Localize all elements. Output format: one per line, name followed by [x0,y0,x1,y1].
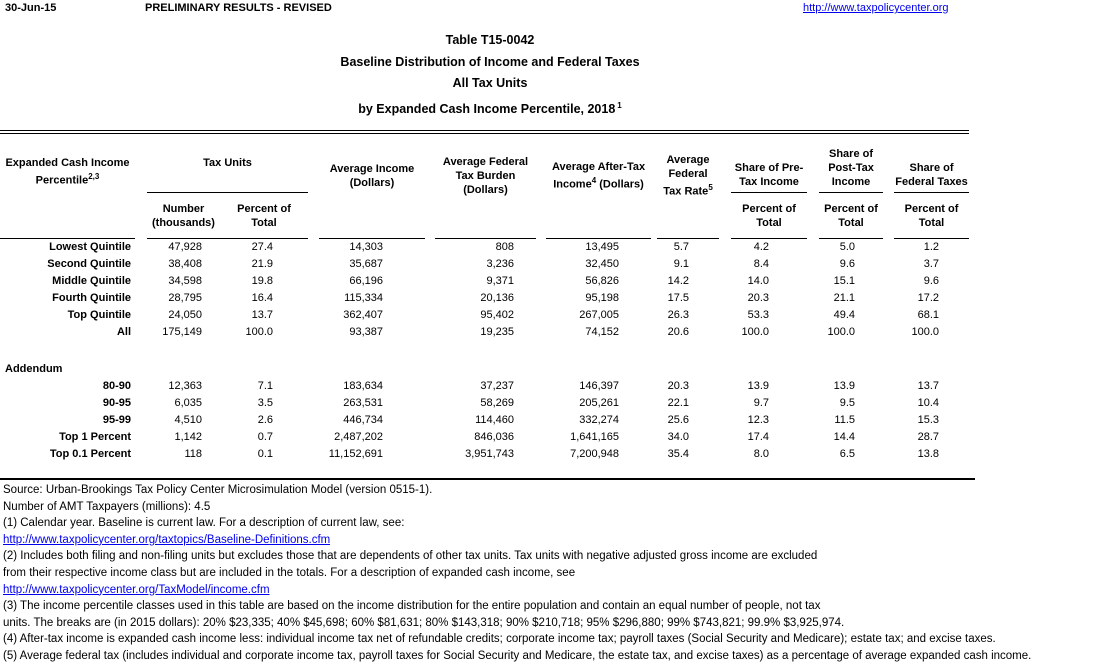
value-cell: 5.0 [839,240,856,253]
value-cell: 15.3 [917,413,940,426]
value-cell: 115,334 [344,291,384,304]
value-cell: 95,402 [480,308,515,321]
spacer-cell [536,256,546,273]
spacer-cell [719,256,731,273]
spacer-cell [883,256,894,273]
spacer-cell [135,395,147,412]
spacer-cell [807,412,819,429]
col-header-post-tax-percent-of-total: Percent of Total [819,192,883,238]
table-bottom-rule [0,478,975,480]
value-cell: 13.9 [747,379,770,392]
col-header-federal-taxes-percent-of-total: Percent of Total [894,192,969,238]
spacer-cell [883,290,894,307]
value-cell: 13.9 [833,379,856,392]
value-cell: 12,363 [168,379,202,392]
footnote-line: units. The breaks are (in 2015 dollars): 20% $23,335; 40% $45,698; 60% $81,631; 80% $143,318; 90% $210,718; 95% $296,880; 99% $743,821; 99.9% $3,925,974. [3,616,845,629]
spacer-cell [807,134,819,238]
spacer-cell [883,134,894,238]
row-label: Top 0.1 Percent [49,447,131,460]
title-main: Baseline Distribution of Income and Federal Taxes [340,54,640,69]
value-cell: 47,928 [168,240,202,253]
value-cell: 446,734 [343,413,384,426]
spacer-cell [536,446,546,463]
footnote-line: from their respective income class but are included in the totals. For a description of expanded cash income, see [3,566,576,579]
row-label: 80-90 [102,379,131,392]
value-cell: 362,407 [343,308,384,321]
spacer-cell [308,429,319,446]
spacer-cell [425,412,435,429]
value-cell: 13.7 [917,379,940,392]
value-cell: 175,149 [162,325,202,338]
tax-rate-footnote-marker: 5 [708,182,713,192]
value-cell: 17.5 [667,291,690,304]
value-cell: 14.0 [747,274,770,287]
col-header-percent-of-total: Percent of Total [220,192,308,238]
spacer-cell [719,378,731,395]
value-cell: 28,795 [168,291,202,304]
value-cell: 58,269 [480,396,515,409]
col-header-percentile: Expanded Cash Income Percentile$^{2,3}$ [0,134,135,238]
table-container [0,130,969,463]
table-row [0,324,969,341]
value-cell: 17.4 [747,430,770,443]
spacer-cell [308,290,319,307]
row-label: 90-95 [102,396,131,409]
spacer-cell [807,378,819,395]
table-row [0,378,969,395]
spacer-cell [308,134,319,238]
value-cell: 5.7 [673,240,690,253]
spacer-cell [807,446,819,463]
value-cell: 32,450 [585,257,620,270]
value-cell: 4.2 [753,240,770,253]
value-cell: 14.4 [833,430,856,443]
addendum-label: Addendum [5,362,63,375]
value-cell: 267,005 [579,308,620,321]
footnote-line: (1) Calendar year. Baseline is current law. For a description of current law, see: [3,517,405,530]
value-cell: 6,035 [174,396,202,409]
value-cell: 34,598 [168,274,202,287]
value-cell: 95,198 [585,291,620,304]
value-cell: 13.7 [251,308,274,321]
spacer-cell [807,238,819,256]
spacer-cell [719,324,731,341]
value-cell: 4,510 [174,413,202,426]
footnote-line: (3) The income percentile classes used in this table are based on the income distribution for the entire population and contain an equal number of people, not tax [3,600,821,613]
section-gap [0,341,969,361]
value-cell: 8.0 [753,447,770,460]
value-cell: 100.0 [741,325,770,338]
value-cell: 20.3 [747,291,770,304]
value-cell: 10.4 [917,396,940,409]
value-cell: 16.4 [251,291,274,304]
footnote-link[interactable]: http://www.taxpolicycenter.org/TaxModel/income.cfm [3,583,270,596]
value-cell: 21.1 [833,291,856,304]
spacer-cell [883,412,894,429]
spacer-cell [883,446,894,463]
value-cell: 11,152,691 [328,447,384,460]
after-tax-footnote-marker: 4 [591,175,597,185]
footnote-link[interactable]: http://www.taxpolicycenter.org/taxtopics/Baseline-Definitions.cfm [3,533,331,546]
spacer-cell [807,290,819,307]
row-label: Top 1 Percent [59,430,131,443]
spacer-cell [135,256,147,273]
title-byline: by Expanded Cash Income Percentile, 2018 $^1$ [358,100,622,116]
table-row [0,238,969,256]
value-cell: 14,303 [349,240,384,253]
value-cell: 35.4 [667,447,690,460]
value-cell: 3.7 [923,257,940,270]
value-cell: 19.8 [251,274,274,287]
table-row [0,446,969,463]
title-subtitle: All Tax Units [452,76,528,90]
spacer-cell [425,429,435,446]
value-cell: 22.1 [667,396,690,409]
title-block [0,30,980,120]
col-header-pre-tax-percent-of-total: Percent of Total [731,192,807,238]
value-cell: 24,050 [168,308,202,321]
spacer-cell [536,429,546,446]
spacer-cell [883,238,894,256]
spacer-cell [719,395,731,412]
table-row [0,273,969,290]
col-header-number-thousands: Number (thousands) [147,192,220,238]
value-cell: 15.1 [833,274,856,287]
spacer-cell [308,324,319,341]
row-label: Middle Quintile [52,274,131,287]
spacer-cell [308,378,319,395]
value-cell: 114,460 [475,413,515,426]
spacer-cell [883,429,894,446]
value-cell: 8.4 [753,257,770,270]
footnote-line: (5) Average federal tax (includes individual and corporate income tax, payroll taxes for Social Security and Medicare, the estate tax, and excise taxes) as a percentage of average expanded cash income. [3,649,1032,662]
spacer-cell [135,307,147,324]
value-cell: 9.5 [839,396,856,409]
spacer-cell [536,307,546,324]
value-cell: 9,371 [486,274,515,287]
spacer-cell [719,134,731,238]
value-cell: 66,196 [349,274,384,287]
spacer-cell [807,429,819,446]
spacer-cell [135,134,147,238]
spacer-cell [536,324,546,341]
spacer-cell [135,238,147,256]
value-cell: 14.2 [667,274,690,287]
footnote-line: (4) After-tax income is expanded cash income less: individual income tax net of refundable credits; corporate income tax; payroll taxes (Social Security and Medicare); estate tax; and excise taxes. [3,633,996,646]
spacer-cell [425,324,435,341]
spacer-cell [719,412,731,429]
spacer-cell [536,412,546,429]
report-date: 30-Jun-15 [5,2,57,14]
col-group-tax-units: Tax Units [147,134,308,192]
spacer-cell [807,273,819,290]
spacer-cell [425,290,435,307]
row-label: Second Quintile [47,257,131,270]
value-cell: 13,495 [585,240,620,253]
value-cell: 26.3 [667,308,690,321]
col-header-share-post-tax-income: Share of Post-Tax Income [819,134,883,192]
value-cell: 1,142 [174,430,202,443]
value-cell: 0.7 [257,430,274,443]
value-cell: 12.3 [747,413,770,426]
value-cell: 9.6 [923,274,940,287]
spacer-cell [308,256,319,273]
table-body [0,238,969,463]
value-cell: 34.0 [667,430,690,443]
value-cell: 20,136 [480,291,515,304]
spacer-cell [425,378,435,395]
spacer-cell [536,134,546,238]
table-number: Table T15-0042 [445,33,535,47]
percentile-footnote-marker: 2,3 [88,171,100,181]
data-table [0,134,969,463]
value-cell: 332,274 [579,413,620,426]
footnote-line: Source: Urban-Brookings Tax Policy Center Microsimulation Model (version 0515-1). [3,484,433,496]
value-cell: 9.7 [753,396,770,409]
value-cell: 68.1 [917,308,940,321]
spacer-cell [883,273,894,290]
value-cell: 53.3 [747,308,770,321]
value-cell: 56,826 [585,274,620,287]
spacer-cell [719,290,731,307]
value-cell: 21.9 [251,257,274,270]
spacer-cell [536,273,546,290]
value-cell: 9.6 [839,257,856,270]
value-cell: 3,236 [486,257,515,270]
spacer-cell [425,256,435,273]
value-cell: 27.4 [251,240,274,253]
spacer-cell [883,378,894,395]
spacer-cell [135,446,147,463]
spacer-cell [135,324,147,341]
value-cell: 37,237 [480,379,515,392]
row-label: Lowest Quintile [49,240,131,253]
spacer-cell [807,324,819,341]
spacer-cell [807,307,819,324]
table-row [0,290,969,307]
title-footnote-marker: 1 [617,100,622,110]
spacer-cell [807,256,819,273]
value-cell: 100.0 [245,325,274,338]
spacer-cell [883,395,894,412]
spacer-cell [719,273,731,290]
footnote-line: Number of AMT Taxpayers (millions): 4.5 [3,500,211,513]
value-cell: 9.1 [673,257,690,270]
col-header-average-income: Average Income (Dollars) [319,134,425,238]
spacer-cell [425,273,435,290]
spacer-cell [883,324,894,341]
status-label: PRELIMINARY RESULTS - REVISED [145,2,332,14]
value-cell: 100.0 [911,325,940,338]
spacer-cell [135,273,147,290]
spacer-cell [719,238,731,256]
spacer-cell [425,395,435,412]
value-cell: 205,261 [579,396,620,409]
table-row [0,429,969,446]
col-header-share-pre-tax-income: Share of Pre-Tax Income [731,134,807,192]
spacer-cell [135,429,147,446]
table-row [0,256,969,273]
row-label: Fourth Quintile [52,291,131,304]
spacer-cell [308,395,319,412]
value-cell: 118 [184,447,202,460]
value-cell: 183,634 [343,379,384,392]
spacer-cell [536,395,546,412]
spacer-cell [425,307,435,324]
col-header-average-federal-tax-rate: Average Federal Tax Rate$^5$ [657,134,719,238]
spacer-cell [308,307,319,324]
value-cell: 19,235 [480,325,515,338]
addendum-label-row [0,361,969,378]
spacer-cell [425,238,435,256]
footnotes [3,482,1112,665]
spacer-cell [719,307,731,324]
value-cell: 13.8 [917,447,940,460]
spacer-cell [308,412,319,429]
value-cell: 35,687 [349,257,384,270]
value-cell: 846,036 [474,430,515,443]
spacer-cell [308,273,319,290]
col-header-average-after-tax-income: Average After-Tax Income$^4$ (Dollars) [546,134,651,238]
value-cell: 17.2 [917,291,940,304]
spacer-cell [425,446,435,463]
value-cell: 1.2 [923,240,940,253]
spacer-cell [719,429,731,446]
spacer-cell [135,290,147,307]
value-cell: 7.1 [257,379,274,392]
value-cell: 3,951,743 [465,447,515,460]
value-cell: 11.5 [834,413,856,426]
value-cell: 49.4 [833,308,856,321]
value-cell: 3.5 [257,396,274,409]
row-label: Top Quintile [67,308,131,321]
spacer-cell [807,395,819,412]
section-gap-row [0,341,969,361]
spacer-cell [719,446,731,463]
footnote-line: (2) Includes both filing and non-filing units but excludes those that are dependents of other tax units. Tax units with negative adjusted gross income are excluded [3,550,818,563]
row-label: 95-99 [102,413,131,426]
value-cell: 0.1 [257,447,274,460]
value-cell: 146,397 [579,379,620,392]
col-header-share-federal-taxes: Share of Federal Taxes [894,134,969,192]
spacer-cell [536,238,546,256]
value-cell: 2.6 [257,413,274,426]
value-cell: 100.0 [827,325,856,338]
spacer-cell [883,307,894,324]
value-cell: 20.6 [667,325,690,338]
spacer-cell [308,446,319,463]
value-cell: 25.6 [667,413,690,426]
table-row [0,412,969,429]
table-row [0,307,969,324]
value-cell: 6.5 [839,447,856,460]
value-cell: 93,387 [349,325,384,338]
spacer-cell [135,378,147,395]
spacer-cell [536,290,546,307]
site-link[interactable]: http://www.taxpolicycenter.org [803,2,949,14]
col-header-average-federal-tax-burden: Average Federal Tax Burden (Dollars) [435,134,536,238]
value-cell: 38,408 [168,257,202,270]
spacer-cell [536,378,546,395]
value-cell: 74,152 [585,325,620,338]
value-cell: 1,641,165 [570,430,620,443]
value-cell: 28.7 [917,430,940,443]
value-cell: 20.3 [667,379,690,392]
value-cell: 263,531 [343,396,384,409]
value-cell: 2,487,202 [334,430,384,443]
table-row [0,395,969,412]
spacer-cell [425,134,435,238]
value-cell: 808 [495,240,515,253]
spacer-cell [135,412,147,429]
row-label: All [116,325,131,338]
value-cell: 7,200,948 [570,447,620,460]
spacer-cell [308,238,319,256]
header-row-groups [0,134,969,192]
